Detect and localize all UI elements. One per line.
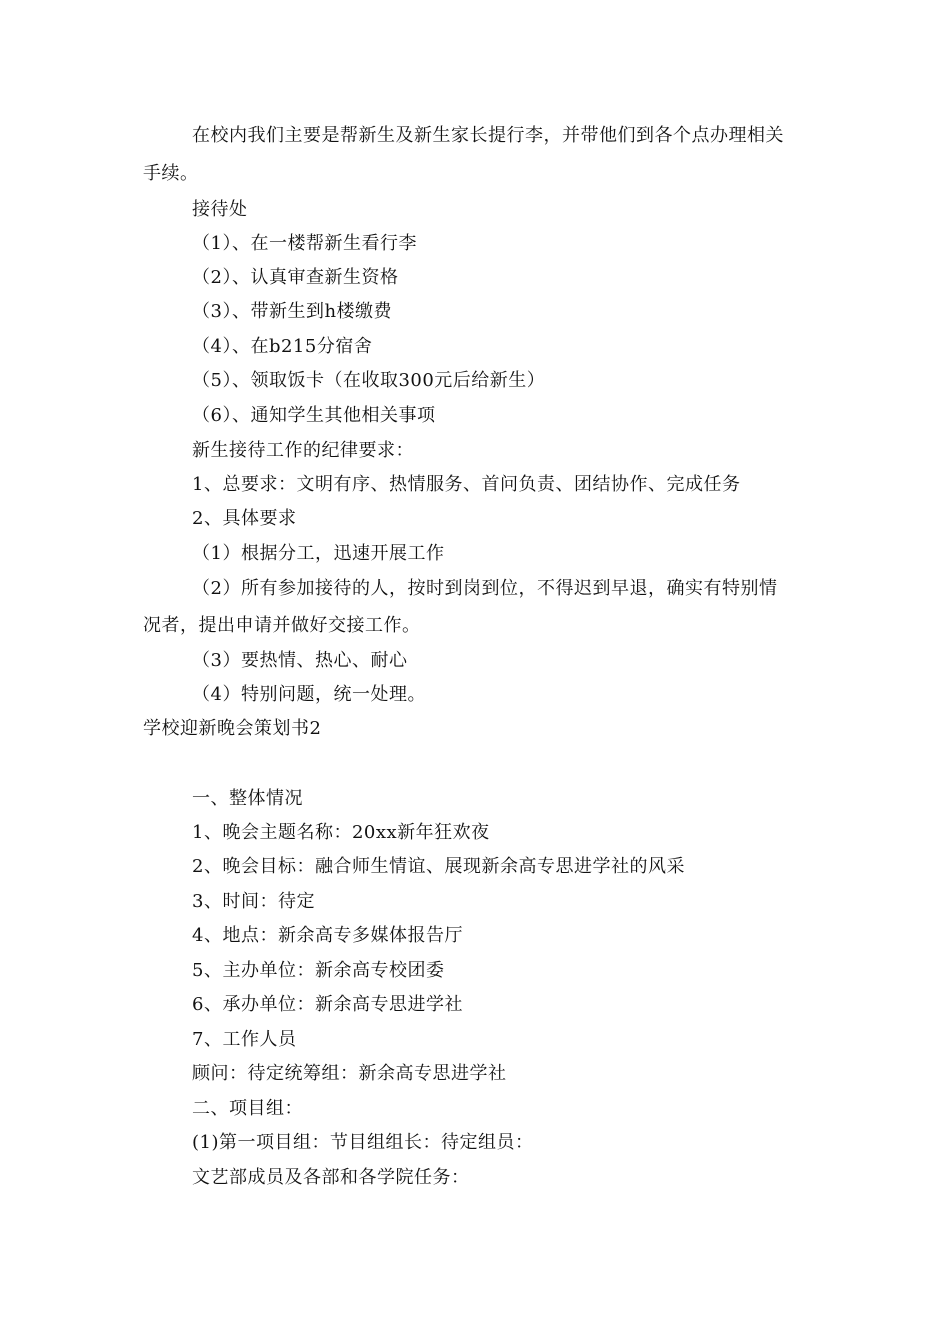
list-item: 2、具体要求: [192, 508, 297, 529]
list-item: 6、承办单位：新余高专思进学社: [192, 994, 463, 1015]
paragraph-line: 顾问：待定统筹组：新余高专思进学社: [192, 1063, 507, 1084]
list-item: 2、晚会目标：融合师生情谊、展现新余高专思进学社的风采: [192, 856, 685, 877]
list-item: （5）、领取饭卡（在收取300元后给新生）: [192, 370, 546, 391]
paragraph-line: 手续。: [143, 163, 199, 184]
list-item: （3）、带新生到h楼缴费: [192, 301, 393, 322]
list-item: （1）根据分工，迅速开展工作: [192, 543, 445, 564]
list-item: （2）、认真审查新生资格: [192, 267, 399, 288]
paragraph-line: 况者，提出申请并做好交接工作。: [143, 615, 421, 636]
list-item: 1、晚会主题名称：20xx新年狂欢夜: [192, 822, 490, 843]
section-heading: 新生接待工作的纪律要求：: [192, 440, 414, 461]
list-item: （1）、在一楼帮新生看行李: [192, 233, 417, 254]
list-item: （4）、在b215分宿舍: [192, 336, 373, 357]
list-item: 1、总要求：文明有序、热情服务、首问负责、团结协作、完成任务: [192, 474, 741, 495]
list-item: （6）、通知学生其他相关事项: [192, 405, 436, 426]
list-item: 4、地点：新余高专多媒体报告厅: [192, 925, 463, 946]
paragraph-line: 文艺部成员及各部和各学院任务：: [192, 1167, 470, 1188]
section-heading: 二、项目组：: [192, 1098, 303, 1119]
paragraph-line: 在校内我们主要是帮新生及新生家长提行李，并带他们到各个点办理相关: [192, 125, 784, 146]
section-heading: 一、整体情况: [192, 788, 303, 809]
list-item: 3、时间：待定: [192, 891, 315, 912]
list-item: （4）特别问题，统一处理。: [192, 684, 426, 705]
list-item: （3）要热情、热心、耐心: [192, 650, 408, 671]
document-title: 学校迎新晚会策划书2: [143, 718, 322, 739]
section-heading: 接待处: [192, 199, 248, 220]
list-item: 5、主办单位：新余高专校团委: [192, 960, 445, 981]
list-item: 7、工作人员: [192, 1029, 297, 1050]
list-item: （2）所有参加接待的人，按时到岗到位，不得迟到早退，确实有特别情: [192, 578, 778, 599]
list-item: (1)第一项目组：节目组组长：待定组员：: [192, 1132, 534, 1153]
